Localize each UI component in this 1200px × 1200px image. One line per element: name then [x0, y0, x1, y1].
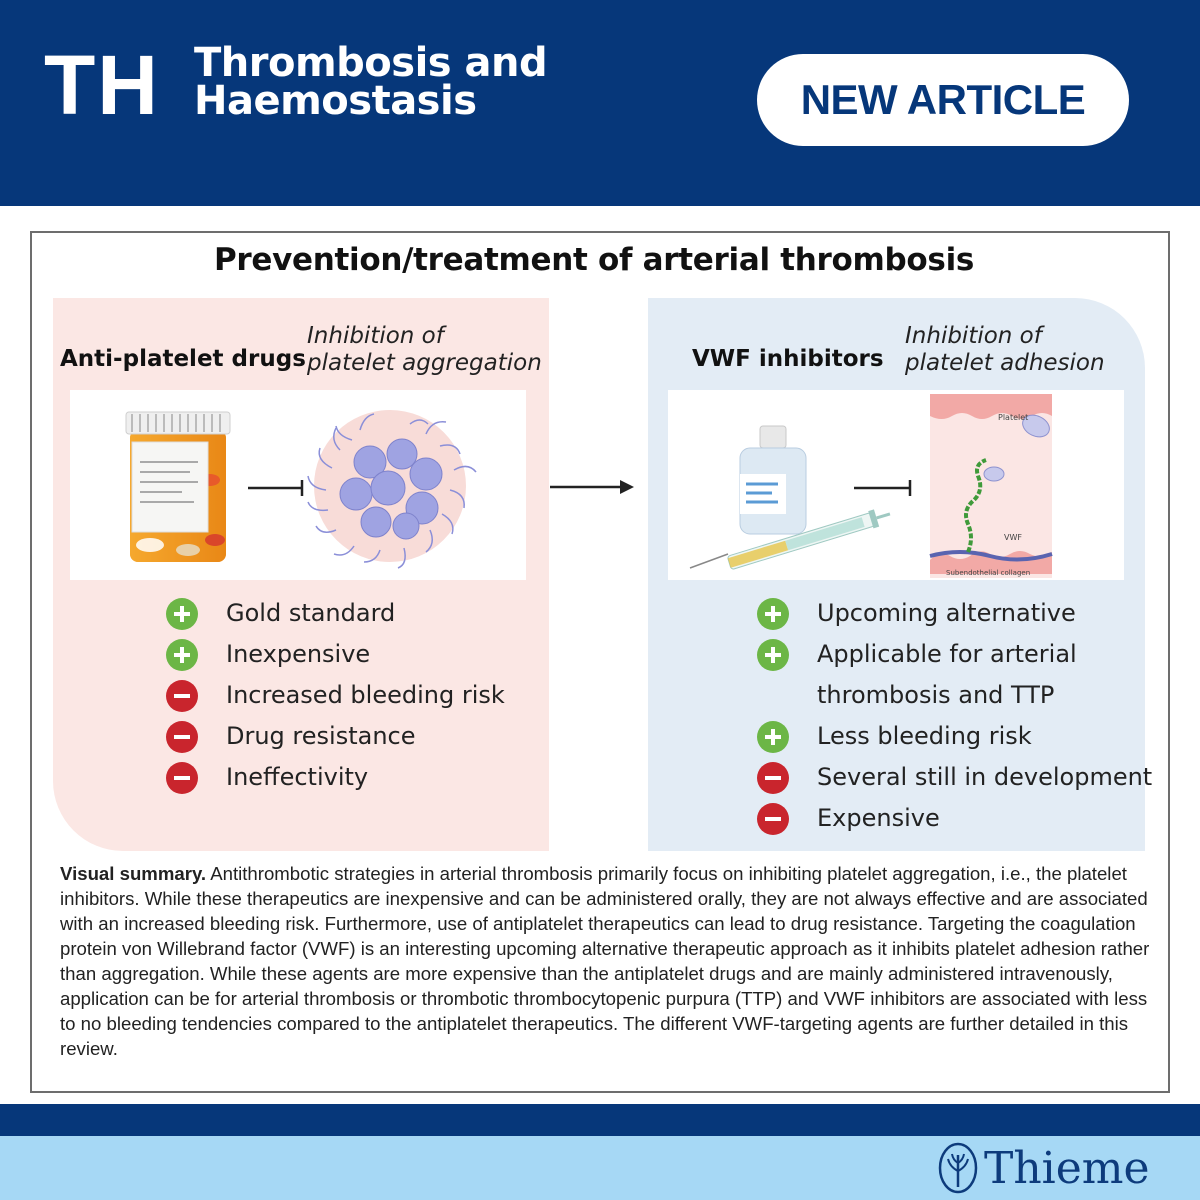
item-text: Drug resistance — [226, 722, 416, 750]
list-item — [166, 637, 505, 678]
item-text: Inexpensive — [226, 640, 371, 668]
plus-icon — [757, 639, 789, 671]
vessel-wall-icon — [930, 394, 1053, 578]
journal-name — [194, 40, 548, 124]
right-mechanism-line1: Inhibition of — [905, 323, 1042, 349]
item-text: Ineffectivity — [226, 763, 369, 791]
item-text: Upcoming alternative — [817, 599, 1076, 627]
right-mechanism — [905, 323, 1105, 377]
summary-lead: Visual summary. — [60, 863, 207, 884]
minus-icon — [757, 803, 789, 835]
item-text: thrombosis and TTP — [817, 681, 1055, 709]
list-item — [757, 678, 1152, 719]
item-text: Increased bleeding risk — [226, 681, 505, 709]
item-text: Several still in development — [817, 763, 1153, 791]
header-banner — [0, 0, 1200, 206]
plus-icon — [166, 639, 198, 671]
inhibition-arrow-icon — [854, 480, 910, 496]
new-article-badge: NEW ARTICLE — [757, 54, 1129, 146]
pill-bottle-icon — [126, 412, 230, 562]
right-heading: VWF inhibitors — [692, 346, 884, 372]
list-item — [757, 637, 1152, 678]
journal-logo: TH — [44, 38, 160, 132]
publisher-logo: Thieme — [984, 1143, 1150, 1194]
collagen-label: Subendothelial collagen — [946, 569, 1031, 577]
vwf-label: VWF — [1004, 533, 1022, 542]
item-text: Less bleeding risk — [817, 722, 1032, 750]
plus-icon — [166, 598, 198, 630]
summary-text: Antithrombotic strategies in arterial thrombosis primarily focus on inhibiting platelet aggregation, i.e., the platelet inhibitors. While these therapeutics are inexpensive and can be administered orally, they are not always effective and are associated with an increased bleeding risk. Furthermore, use of antiplatelet therapeutics can lead to drug resistance. Targeting the coagulation protein von Willebrand factor (VWF) is an interesting upcoming alternative therapeutic approach as it inhibits platelet adhesion rather than aggregation. While these agents are more expensive than the antiplatelet drugs and are mainly administered intravenously, application can be for arterial thrombosis or thrombotic thrombocytopenic purpura (TTP) and VWF inhibitors are associated with less to no bleeding tendencies compared to the antiplatelet therapeutics. The different VWF-targeting agents are further detailed in this review. — [60, 863, 1150, 1059]
plus-icon — [757, 721, 789, 753]
platelet-aggregate-icon — [308, 410, 476, 568]
right-pros-cons-list — [757, 596, 1152, 842]
list-item — [757, 596, 1152, 637]
item-text: Applicable for arterial — [817, 640, 1077, 668]
visual-summary — [60, 861, 1150, 1061]
list-item — [166, 719, 505, 760]
left-pros-cons-list — [166, 596, 505, 801]
left-mechanism-line1: Inhibition of — [307, 323, 444, 349]
plus-icon — [757, 598, 789, 630]
transition-arrow-icon — [546, 476, 638, 498]
journal-name-line1: Thrombosis and — [194, 40, 548, 86]
footer-bar — [0, 1104, 1200, 1136]
vial-syringe-icon — [690, 426, 893, 572]
list-item — [757, 801, 1152, 842]
list-item — [757, 719, 1152, 760]
item-text: Expensive — [817, 804, 940, 832]
list-item — [757, 760, 1152, 801]
journal-name-line2: Haemostasis — [194, 78, 477, 124]
list-item — [166, 596, 505, 637]
left-image-box — [70, 390, 526, 580]
right-mechanism-line2: platelet adhesion — [905, 350, 1105, 376]
inhibition-arrow-icon — [248, 480, 302, 496]
minus-icon — [757, 762, 789, 794]
minus-icon — [166, 680, 198, 712]
list-item — [166, 760, 505, 801]
minus-icon — [166, 721, 198, 753]
left-mechanism — [307, 323, 542, 377]
list-item — [166, 678, 505, 719]
platelet-label: Platelet — [998, 413, 1029, 422]
left-heading: Anti-platelet drugs — [60, 346, 306, 372]
item-text: Gold standard — [226, 599, 396, 627]
right-image-box — [668, 390, 1124, 580]
thieme-tree-icon — [937, 1141, 979, 1195]
minus-icon — [166, 762, 198, 794]
left-mechanism-line2: platelet aggregation — [307, 350, 542, 376]
figure-title: Prevention/treatment of arterial thrombosis — [213, 242, 975, 278]
